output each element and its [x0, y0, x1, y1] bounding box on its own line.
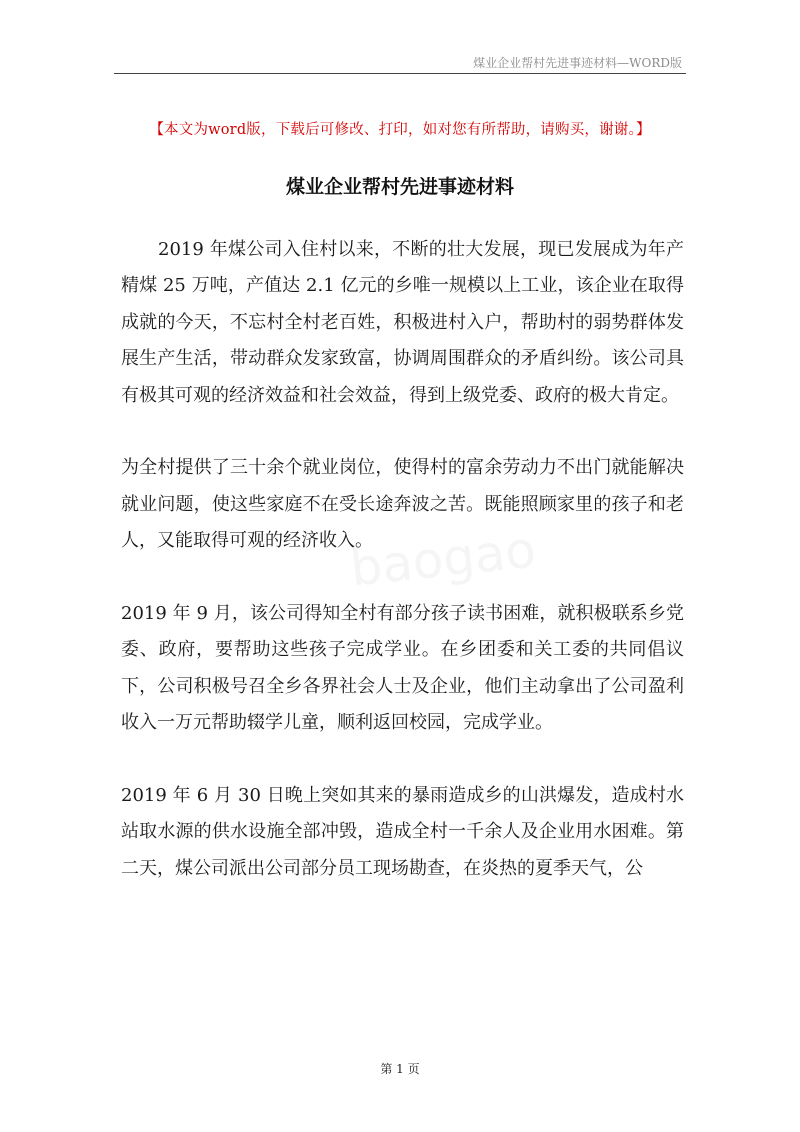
- document-title: 煤业企业帮村先进事迹材料: [285, 176, 514, 198]
- paragraph-flood-relief: 2019 年 6 月 30 日晚上突如其来的暴雨造成乡的山洪爆发，造成村水站取水源的供水设施全部冲毁，造成全村一千余人及企业用水困难。第二天，煤公司派出公司部分员工现场勘查，在炎热的夏季天气，公: [121, 785, 684, 879]
- watermark: baogao: [347, 520, 539, 598]
- header-divider: [114, 73, 686, 74]
- running-header: 煤业企业帮村先进事迹材料—WORD版: [473, 56, 682, 70]
- document-body: [121, 232, 684, 887]
- paragraph-employment: 为全村提供了三十余个就业岗位，使得村的富余劳动力不出门就能解决就业问题，使这些家庭不在受长途奔波之苦。既能照顾家里的孩子和老人，又能取得可观的经济收入。: [121, 457, 684, 552]
- paragraph-education-aid: 2019 年 9 月，该公司得知全村有部分孩子读书困难，就积极联系乡党委、政府，要帮助这些孩子完成学业。在乡团委和关工委的共同倡议下，公司积极号召全乡各界社会人士及企业，他们主动拿出了公司盈利收入一万元帮助辍学儿童，顺利返回校园，完成学业。: [121, 603, 684, 734]
- page-number: 第 1 页: [380, 1062, 420, 1076]
- paragraph-intro: 2019 年煤公司入住村以来，不断的壮大发展，现已发展成为年产精煤 25 万吨，产值达 2.1 亿元的乡唯一规模以上工业，该企业在取得成就的今天，不忘村全村老百姓，积极进村入户，帮助村的弱势群体发展生产生活，带动群众发家致富，协调周围群众的矛盾纠纷。该公司具有极其可观的经济效益和社会效益，得到上级党委、政府的极大肯定。: [121, 239, 684, 406]
- download-notice: 【本文为word版，下载后可修改、打印，如对您有所帮助，请购买，谢谢。】: [149, 122, 651, 138]
